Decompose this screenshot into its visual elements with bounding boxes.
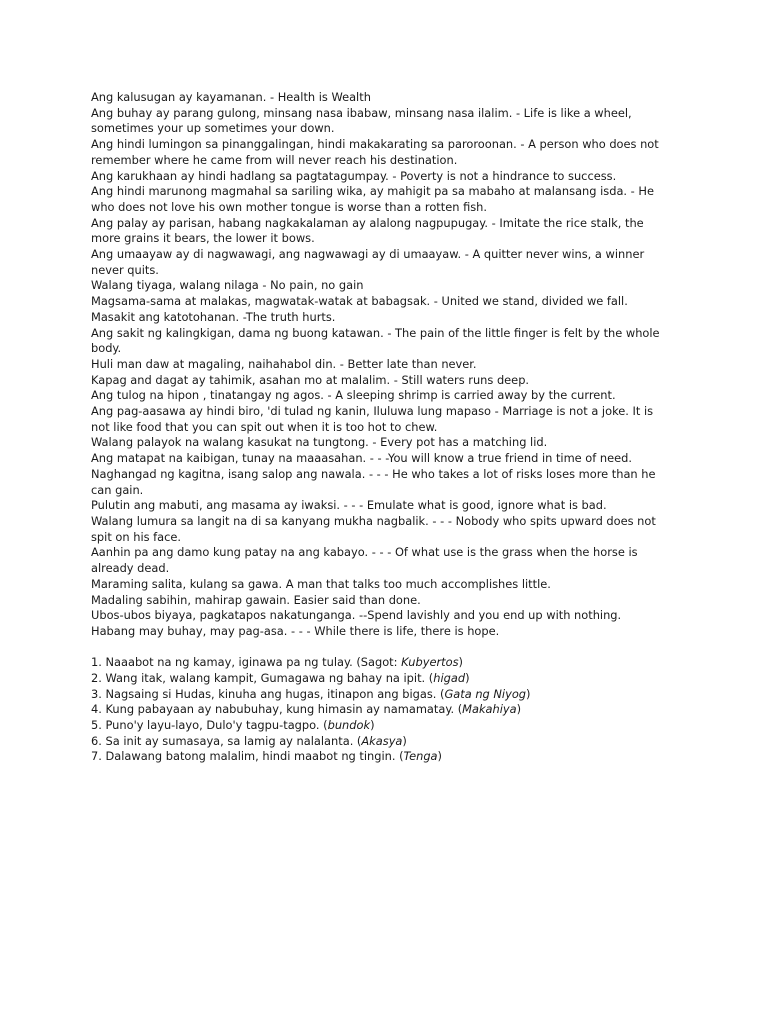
riddle-text: 3. Nagsaing si Hudas, kinuha ang hugas, itinapon ang bigas. ( [91,686,445,701]
riddle-text: 6. Sa init ay sumasaya, sa lamig ay nalalanta. ( [91,733,362,748]
proverb-list [91,90,671,640]
riddle-close: ) [402,733,407,748]
proverb: Ang hindi lumingon sa pinanggalingan, hindi makakarating sa paroroonan. - A person who does not remember where he came from will never reach his destination. [91,137,659,167]
riddle-list [91,655,671,765]
riddle-item [91,671,671,687]
riddle-item [91,734,671,750]
proverb: Ang kalusugan ay kayamanan. - Health is Wealth [91,90,371,104]
proverb: Ang buhay ay parang gulong, minsang nasa ibabaw, minsang nasa ilalim. - Life is like a wheel, sometimes your up sometimes your down. [91,105,632,136]
riddle-answer: bundok [327,717,371,732]
proverb: Ang pag-aasawa ay hindi biro, 'di tulad ng kanin, Iluluwa lung mapaso - Marriage is not a joke. It is not like food that you can spit out when it is too hot to chew. [91,404,654,434]
riddle-item [91,687,671,703]
proverb: Ang umaayaw ay di nagwawagi, ang nagwawagi ay di umaayaw. - A quitter never wins, a winner never quits. [91,247,645,277]
riddle-item [91,702,671,718]
proverb: Habang may buhay, may pag-asa. - - - While there is life, there is hope. [91,623,500,638]
riddle-text: 2. Wang itak, walang kampit, Gumagawa ng bahay na ipit. ( [91,670,434,685]
riddle-item [91,749,671,765]
riddle-close: ) [437,749,442,764]
proverb: Kapag and dagat ay tahimik, asahan mo at malalim. - Still waters runs deep. [91,372,530,387]
proverb: Walang tiyaga, walang nilaga - No pain, no gain [91,278,364,293]
proverb: Ang tulog na hipon , tinatangay ng agos. - A sleeping shrimp is carried away by the current. [91,388,616,403]
riddle-answer: Tenga [403,749,438,764]
riddle-item [91,655,671,671]
riddle-text: 7. Dalawang batong malalim, hindi maabot ng tingin. ( [91,749,404,764]
riddle-answer: Makahiya [462,702,517,717]
proverb: Magsama-sama at malakas, magwatak-watak at babagsak. - United we stand, divided we fall. [91,294,628,309]
riddle-close: ) [458,655,463,670]
riddle-close: ) [526,686,531,701]
proverb: Ang matapat na kaibigan, tunay na maaasahan. - - -You will know a true friend in time of need. [91,451,632,466]
proverb: Ang hindi marunong magmahal sa sariling wika, ay mahigit pa sa mabaho at malansang isda. - He who does not love his own mother tongue is worse than a rotten fish. [91,184,654,214]
proverb: Madaling sabihin, mahirap gawain. Easier said than done. [91,592,421,607]
proverb: Naghangad ng kagitna, isang salop ang nawala. - - - He who takes a lot of risks loses more than he can gain. [91,466,656,497]
proverb: Masakit ang katotohanan. -The truth hurts. [91,309,336,324]
riddle-text: 4. Kung pabayaan ay nabubuhay, kung himasin ay namamatay. ( [91,702,463,717]
riddle-item [91,718,671,734]
proverb: Walang palayok na walang kasukat na tungtong. - Every pot has a matching lid. [91,435,548,450]
proverb: Ang karukhaan ay hindi hadlang sa pagtatagumpay. - Poverty is not a hindrance to success. [91,168,617,183]
proverb: Huli man daw at magaling, naihahabol din. - Better late than never. [91,356,477,371]
riddle-text: 5. Puno'y layu-layo, Dulo'y tagpu-tagpo. ( [91,717,328,732]
proverb: Ang palay ay parisan, habang nagkakalaman ay alalong nagpupugay. - Imitate the rice stalk, the more grains it bears, the lower it bows. [91,215,644,246]
riddle-answer: Gata ng Niyog [444,686,527,701]
riddle-answer: Akasya [361,733,403,748]
proverb: Walang lumura sa langit na di sa kanyang mukha nagbalik. - - - Nobody who spits upward does not spit on his face. [91,513,656,544]
proverb: Aanhin pa ang damo kung patay na ang kabayo. - - - Of what use is the grass when the horse is already dead. [91,545,638,576]
proverb: Maraming salita, kulang sa gawa. A man that talks too much accomplishes little. [91,576,551,591]
riddle-close: ) [465,670,470,685]
riddle-text: 1. Naaabot na ng kamay, iginawa pa ng tulay. (Sagot: [91,655,402,670]
proverb: Ang sakit ng kalingkigan, dama ng buong katawan. - The pain of the little finger is felt by the whole body. [91,325,660,356]
riddle-close: ) [370,717,375,732]
riddle-answer: Kubyertos [401,655,459,670]
riddle-close: ) [516,702,522,717]
document-body [91,90,671,765]
proverb: Ubos-ubos biyaya, pagkatapos nakatunganga. --Spend lavishly and you end up with nothing. [91,608,622,623]
riddle-answer: higad [433,670,466,685]
proverb: Pulutin ang mabuti, ang masama ay iwaksi. - - - Emulate what is good, ignore what is bad. [91,498,607,513]
